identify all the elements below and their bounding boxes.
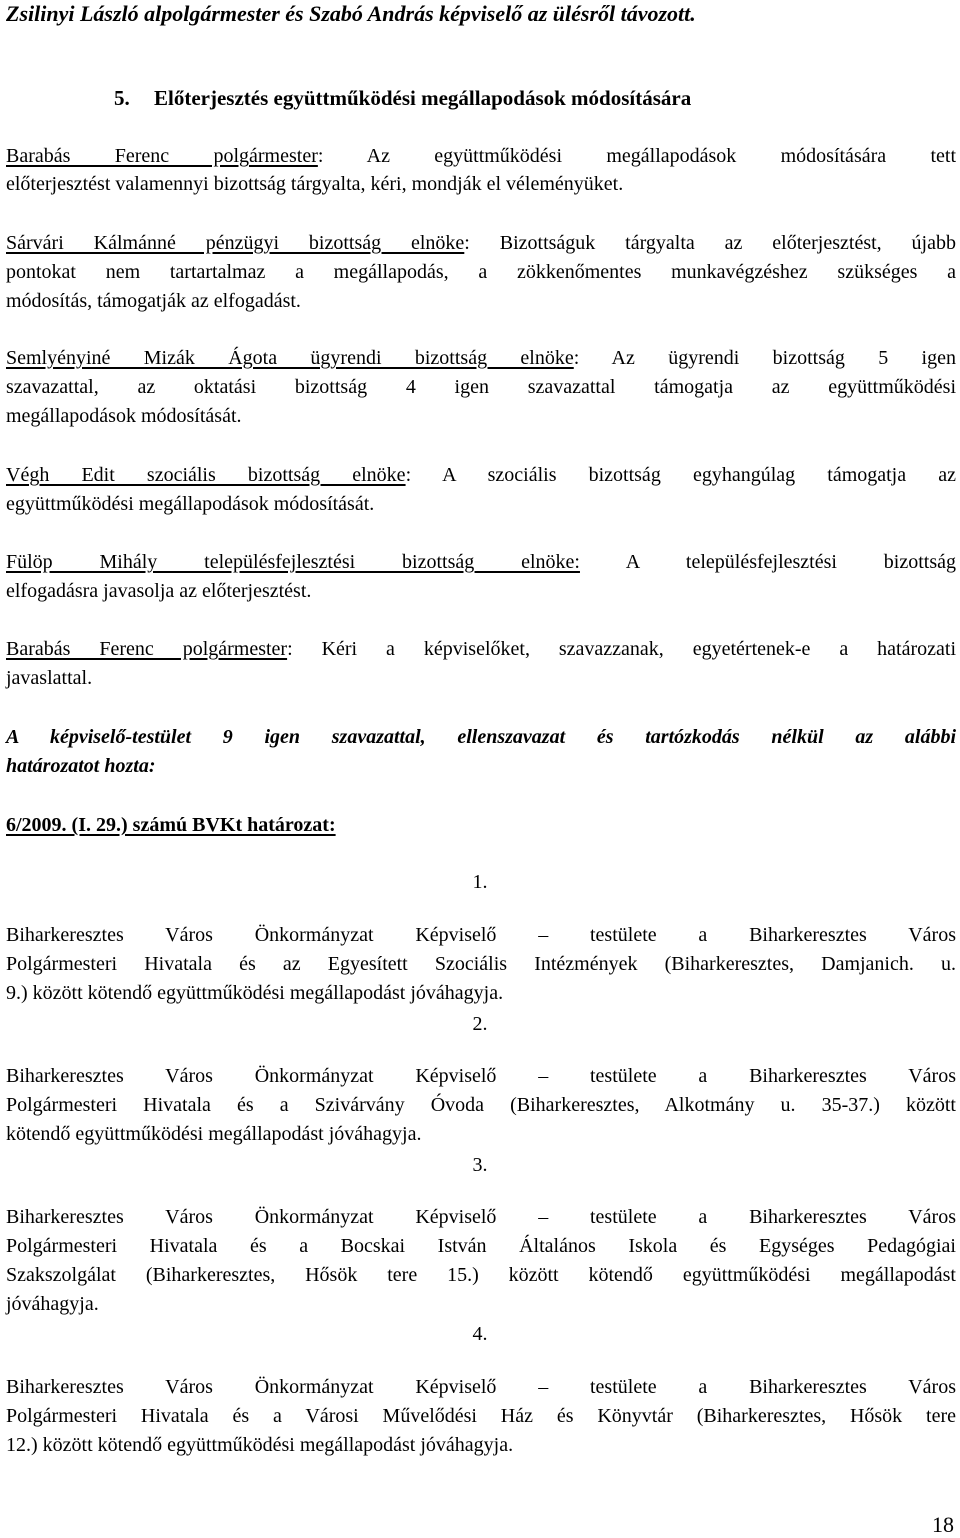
- speech-3-line-1: [6, 344, 956, 372]
- resolution-point-1-line-3: 9.) között kötendő együttműködési megállapodást jóváhagyja.: [6, 982, 504, 1004]
- resolution-point-4-line-1: Biharkeresztes Város Önkormányzat Képviselő – testülete a Biharkeresztes Város: [6, 1376, 956, 1398]
- resolution-point-2-line-1: Biharkeresztes Város Önkormányzat Képviselő – testülete a Biharkeresztes Város: [6, 1065, 956, 1087]
- resolution-point-3-line-1: Biharkeresztes Város Önkormányzat Képviselő – testülete a Biharkeresztes Város: [6, 1206, 956, 1228]
- speech-text: : A szociális bizottság egyhangúlag támogatja az: [405, 464, 956, 486]
- agenda-title: Előterjesztés együttműködési megállapodások módosítására: [154, 86, 692, 110]
- speech-4-line-1: [6, 461, 956, 489]
- vote-result-line-1: A képviselő-testület 9 igen szavazattal, ellenszavazat és tartózkodás nélkül az alábbi: [6, 726, 956, 748]
- speech-text: : Kéri a képviselőket, szavazzanak, egyetértenek-e a határozati: [287, 638, 956, 660]
- resolution-point-3-line-2: Polgármesteri Hivatala és a Bocskai István Általános Iskola és Egységes Pedagógiai: [6, 1235, 956, 1257]
- speech-text: A településfejlesztési bizottság: [579, 551, 956, 573]
- resolution-point-number: 2.: [472, 1013, 488, 1035]
- resolution-point-number: 1.: [472, 871, 488, 893]
- resolution-point-1-line-1: Biharkeresztes Város Önkormányzat Képviselő – testülete a Biharkeresztes Város: [6, 924, 956, 946]
- speech-3-line-2: szavazattal, az oktatási bizottság 4 igen szavazattal támogatja az együttműködési: [6, 376, 956, 398]
- speech-2-line-1: [6, 229, 956, 257]
- resolution-point-3-line-4: jóváhagyja.: [6, 1293, 99, 1315]
- vote-result-line-2: határozatot hozta:: [6, 755, 156, 777]
- speech-6-line-1: [6, 635, 956, 663]
- speech-1-line-1: [6, 142, 956, 170]
- speaker-name: Sárvári Kálmánné pénzügyi bizottság elnöke: [6, 232, 465, 254]
- resolution-point-1-line-2: Polgármesteri Hivatala és az Egyesített Szociális Intézmények (Biharkeresztes, Damjanich. u.: [6, 953, 956, 975]
- speech-3-line-3: megállapodások módosítását.: [6, 405, 242, 427]
- resolution-point-4-line-3: 12.) között kötendő együttműködési megállapodást jóváhagyja.: [6, 1434, 514, 1456]
- departure-note: Zsilinyi László alpolgármester és Szabó András képviselő az ülésről távozott.: [6, 1, 696, 26]
- page-number: 18: [932, 1512, 954, 1537]
- speaker-name: Barabás Ferenc polgármester: [6, 145, 318, 167]
- resolution-title: 6/2009. (I. 29.) számú BVKt határozat:: [6, 814, 336, 836]
- speech-2-line-2: pontokat nem tartartalmaz a megállapodás, a zökkenőmentes munkavégzéshez szükséges a: [6, 261, 956, 283]
- speech-text: : Az ügyrendi bizottság 5 igen: [573, 347, 956, 369]
- agenda-heading: [114, 84, 691, 112]
- speaker-name: Barabás Ferenc polgármester: [6, 638, 288, 660]
- resolution-point-number: 4.: [472, 1323, 488, 1345]
- speech-text: : Az együttműködési megállapodások módosítására tett: [317, 145, 956, 167]
- resolution-point-2-line-3: kötendő együttműködési megállapodást jóváhagyja.: [6, 1123, 422, 1145]
- speech-2-line-3: módosítás, támogatják az elfogadást.: [6, 290, 301, 312]
- speech-1-line-2: előterjesztést valamennyi bizottság tárgyalta, kéri, mondják el véleményüket.: [6, 173, 624, 195]
- speaker-name: Végh Edit szociális bizottság elnöke: [6, 464, 406, 486]
- speech-6-line-2: javaslattal.: [6, 667, 93, 689]
- speaker-name: Fülöp Mihály településfejlesztési bizottság elnöke:: [6, 551, 580, 573]
- speech-5-line-2: elfogadásra javasolja az előterjesztést.: [6, 580, 312, 602]
- resolution-point-3-line-3: Szakszolgálat (Biharkeresztes, Hősök tere 15.) között kötendő együttműködési megállapodást: [6, 1264, 956, 1286]
- resolution-point-number: 3.: [472, 1154, 488, 1176]
- resolution-point-4-line-2: Polgármesteri Hivatala és a Városi Művelődési Ház és Könyvtár (Biharkeresztes, Hősök tere: [6, 1405, 956, 1427]
- speech-text: : Bizottságuk tárgyalta az előterjesztést, újabb: [464, 232, 956, 254]
- speech-5-line-1: [6, 548, 956, 576]
- speaker-name: Semlyényiné Mizák Ágota ügyrendi bizottság elnöke: [6, 347, 574, 369]
- resolution-point-2-line-2: Polgármesteri Hivatala és a Szivárvány Óvoda (Biharkeresztes, Alkotmány u. 35-37.) között: [6, 1094, 956, 1116]
- speech-4-line-2: együttműködési megállapodások módosítását.: [6, 493, 375, 515]
- agenda-number: 5.: [114, 86, 130, 110]
